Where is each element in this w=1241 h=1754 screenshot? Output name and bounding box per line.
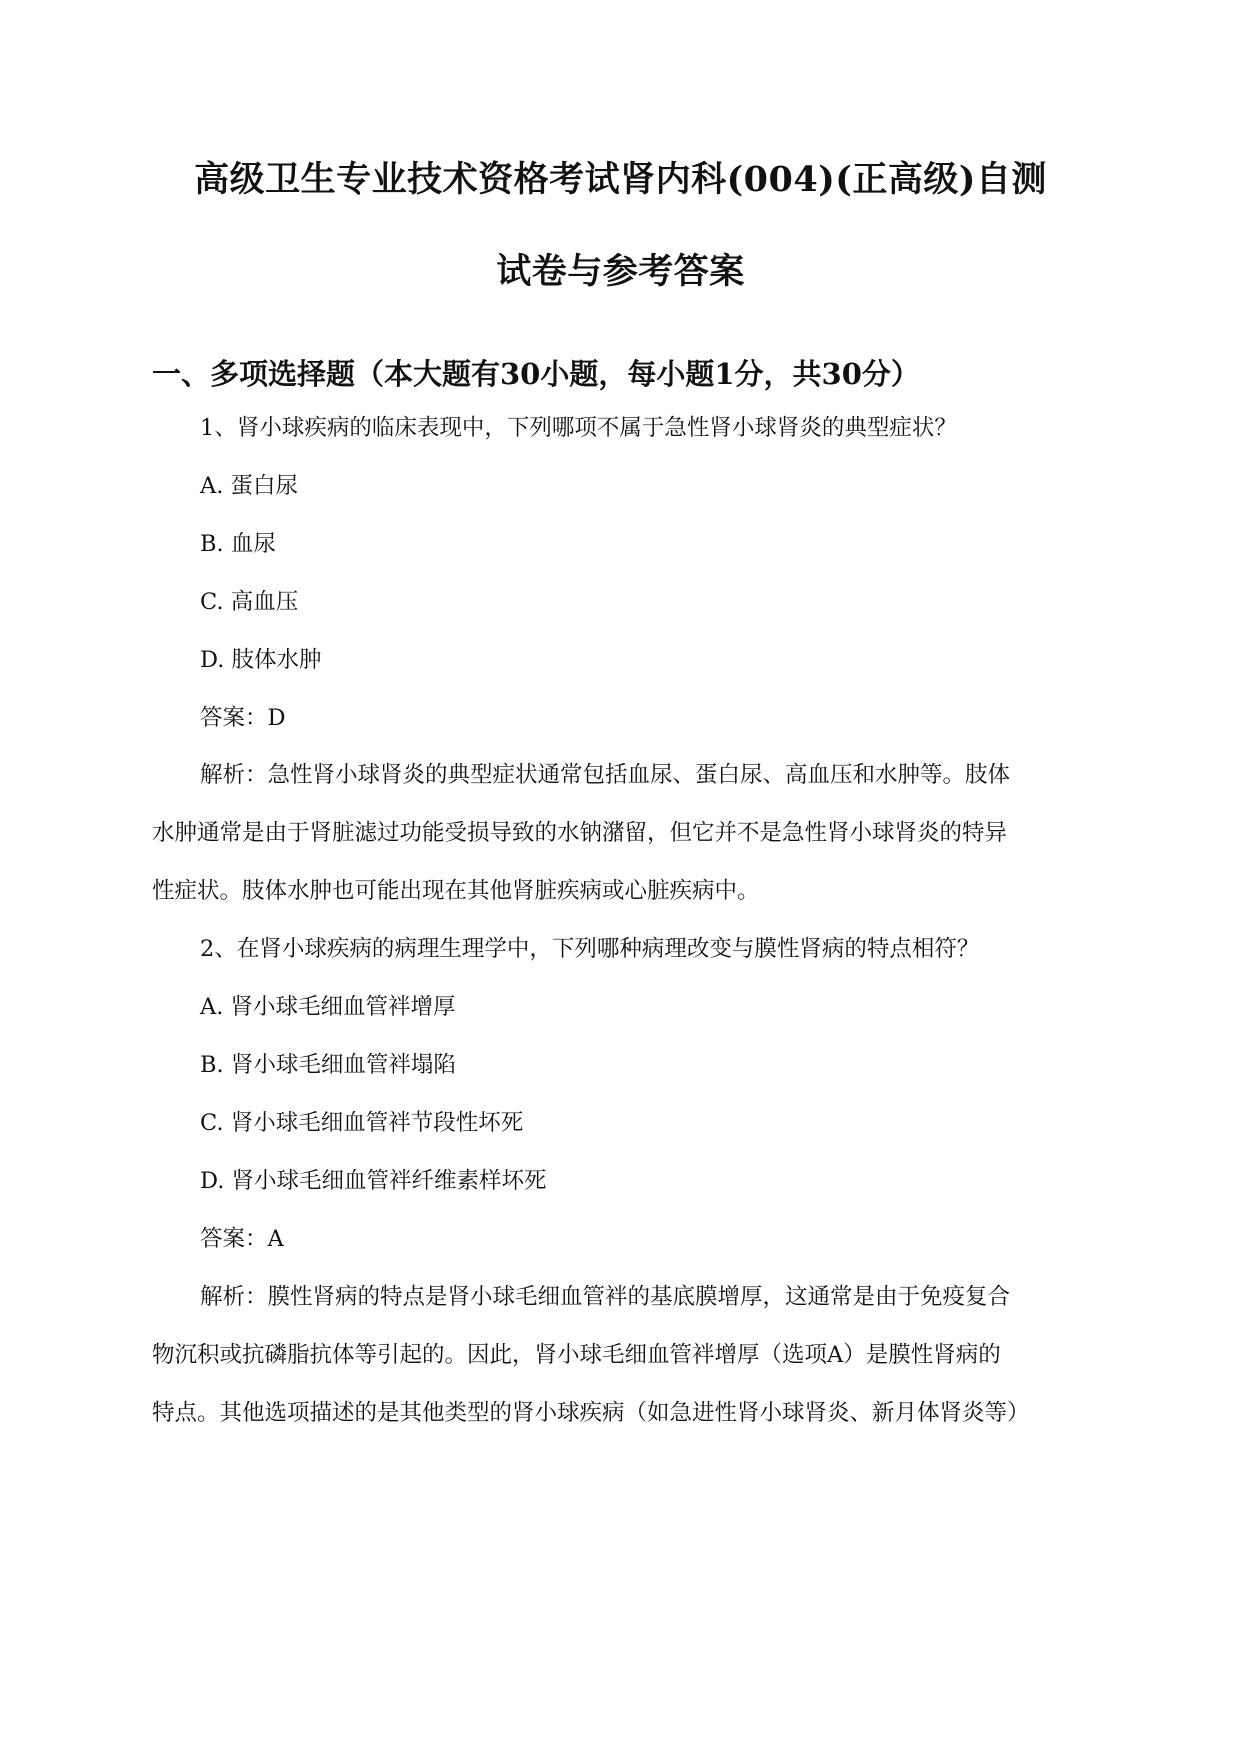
question-1-option-d: D. 肢体水肿 xyxy=(200,647,322,673)
question-1-stem: 1、肾小球疾病的临床表现中，下列哪项不属于急性肾小球肾炎的典型症状？ xyxy=(200,415,957,441)
question-2-option-b: B. 肾小球毛细血管袢塌陷 xyxy=(200,1052,456,1078)
question-2-option-d: D. 肾小球毛细血管袢纤维素样坏死 xyxy=(200,1168,547,1194)
question-1-analysis-line-1: 解析：急性肾小球肾炎的典型症状通常包括血尿、蛋白尿、高血压和水肿等。肢体 xyxy=(200,762,1011,788)
question-2-analysis-line-1: 解析：膜性肾病的特点是肾小球毛细血管袢的基底膜增厚，这通常是由于免疫复合 xyxy=(200,1284,1011,1310)
question-2-option-a: A. 肾小球毛细血管袢增厚 xyxy=(200,994,456,1020)
section-heading: 一、多项选择题（本大题有30小题，每小题1分，共30分） xyxy=(152,357,920,391)
document-title-line-2: 试卷与参考答案 xyxy=(496,251,745,292)
question-1-analysis-line-2: 水肿通常是由于肾脏滤过功能受损导致的水钠潴留，但它并不是急性肾小球肾炎的特异 xyxy=(152,820,1008,846)
question-1-answer: 答案：D xyxy=(200,705,286,731)
question-1-option-b: B. 血尿 xyxy=(200,531,276,557)
question-1-analysis-line-3: 性症状。肢体水肿也可能出现在其他肾脏疾病或心脏疾病中。 xyxy=(152,878,760,904)
document-title-line-1: 高级卫生专业技术资格考试肾内科(004)(正高级)自测 xyxy=(194,159,1047,200)
question-2-answer: 答案：A xyxy=(200,1226,284,1252)
question-2-option-c: C. 肾小球毛细血管袢节段性坏死 xyxy=(200,1110,524,1136)
question-1-option-a: A. 蛋白尿 xyxy=(200,473,299,499)
question-2-stem: 2、在肾小球疾病的病理生理学中，下列哪种病理改变与膜性肾病的特点相符？ xyxy=(200,936,980,962)
question-2-analysis-line-2: 物沉积或抗磷脂抗体等引起的。因此，肾小球毛细血管袢增厚（选项A）是膜性肾病的 xyxy=(152,1342,1001,1368)
question-1-option-c: C. 高血压 xyxy=(200,589,299,615)
question-2-analysis-line-3: 特点。其他选项描述的是其他类型的肾小球疾病（如急进性肾小球肾炎、新月体肾炎等） xyxy=(152,1400,1030,1426)
